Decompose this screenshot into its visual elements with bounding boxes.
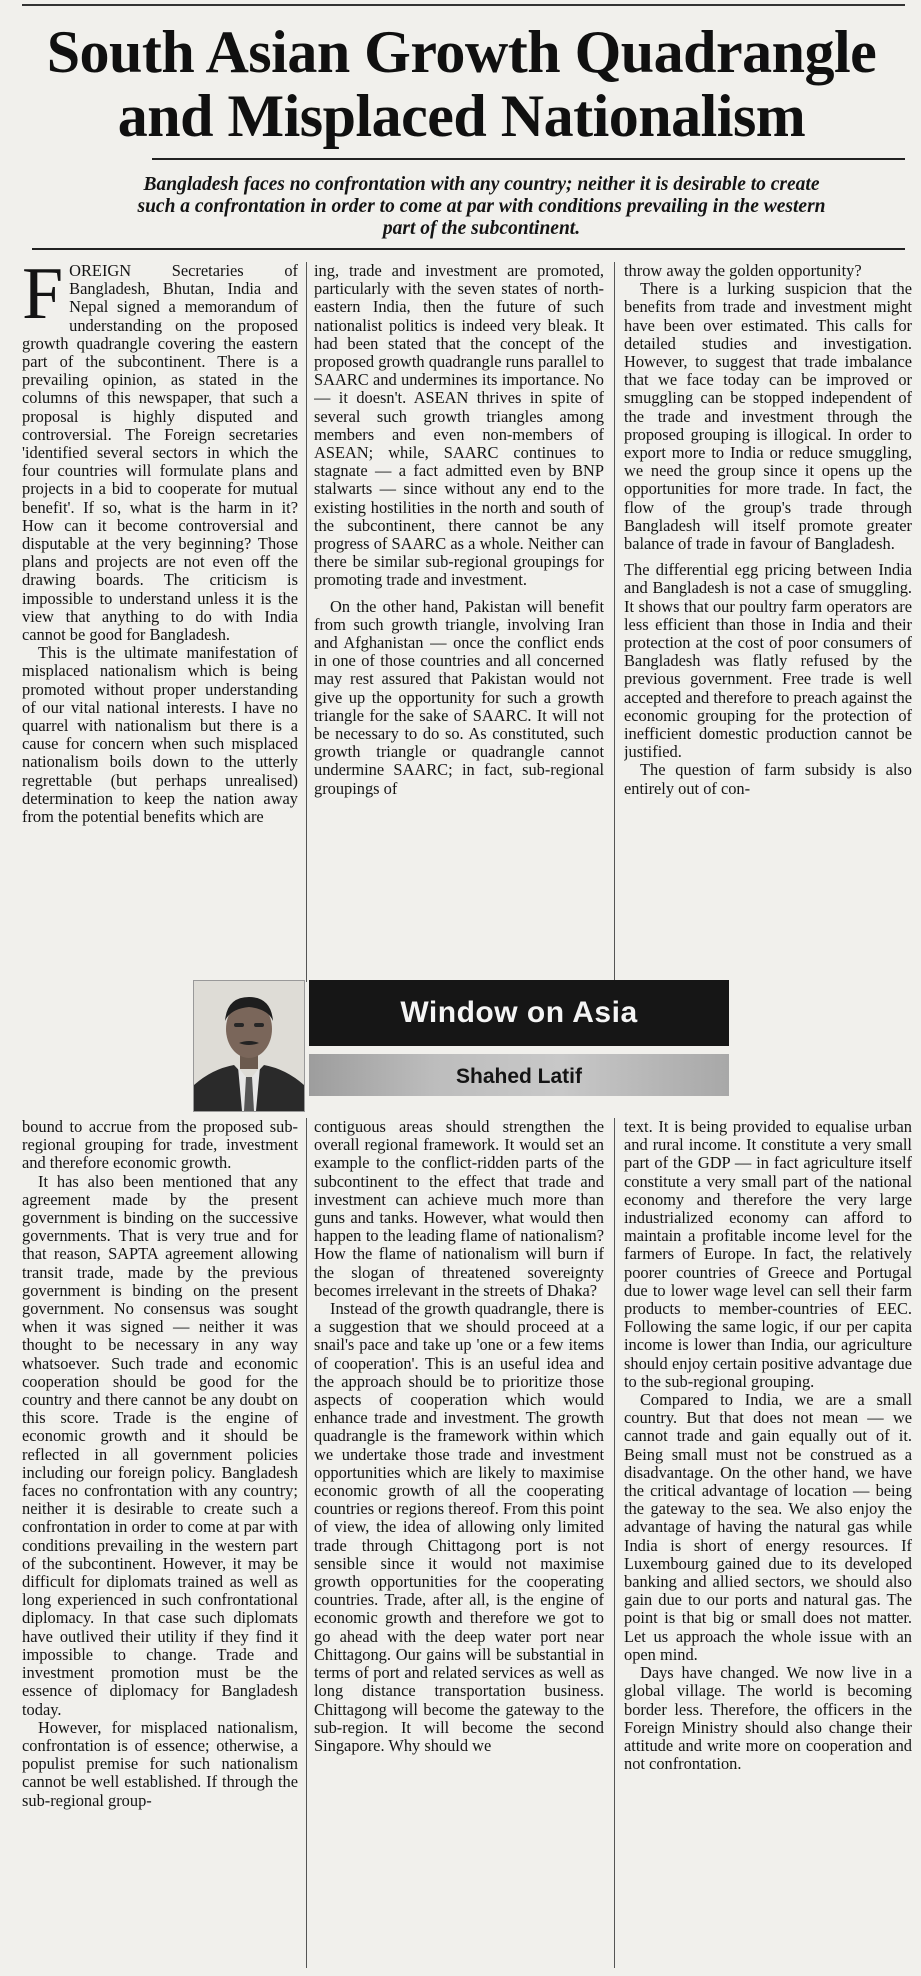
author-name: Shahed Latif <box>309 1054 729 1096</box>
upper-column-2 <box>314 262 604 798</box>
column-divider <box>306 262 307 982</box>
paragraph: Instead of the growth quadrangle, there is a suggestion that we should proceed at a snail's pace and take up 'one or a few items of cooperation'. This is an useful idea and the approach should be to prioritize those aspects of cooperation which would enhance trade and investment. The growth quadrangle is the framework within which we undertake those trade and investment opportunities which are likely to maximise economic growth of all the cooperating countries or regions thereof. From this point of view, the idea of allowing only limited trade through Chittagong port is not sensible since it would not maximise growth opportunities for the cooperating countries. Trade, after all, is the engine of economic growth and therefore we got to go ahead with the deep water port near Chittagong. Our gains will be substantial in terms of port and related services as well as long distance transportation business. Chittagong will become the gateway to the sub-region. It will become the second Singapore. Why should we <box>314 1299 604 1755</box>
upper-column-1 <box>22 262 298 826</box>
lower-columns <box>12 1118 910 1968</box>
paragraph-text: OREIGN Secretaries of Bangladesh, Bhutan, India and Nepal signed a memorandum of understanding on the proposed growth quadrangle covering the eastern part of the subcontinent. There is a prevailing opinion, as stated in the columns of this newspaper, that such a proposal is highly disputed and controversial. The Foreign secretaries 'identified several sectors in which the four countries will formulate plans and projects in a bid to cooperate for mutual benefit'. If so, what is the harm in it? How can it become controversial and disputable at the very beginning? Those plans and projects are not even off the drawing boards. The criticism is impossible to understand unless it is the view that anything to do with India cannot be good for Bangladesh. <box>22 262 298 645</box>
headline <box>12 20 911 148</box>
lower-column-3 <box>624 1118 912 1773</box>
headline-line-1: South Asian Growth Quadrangle <box>46 19 877 85</box>
paragraph: On the other hand, Pakistan will benefit from such growth triangle, involving Iran and Afghanistan — once the conflict ends in one of those countries and all concerned may rest assured that Pakistan would not give up the opportunity for such a growth triangle for the sake of SAARC. It will not be necessary to do so. As constituted, such growth triangle or quadrangle cannot undermine SAARC; in fact, sub-regional groupings of <box>314 596 604 798</box>
paragraph: However, for misplaced nationalism, confrontation is of essence; otherwise, a populist premise for such nationalism cannot be well established. If through the sub-regional group- <box>22 1717 298 1810</box>
column-divider <box>306 1118 307 1968</box>
upper-columns <box>12 262 910 982</box>
paragraph: text. It is being provided to equalise urban and rural income. It constitute a very small part of the GDP — in fact agriculture itself constitute a very small part of the national economy and therefore the very large industrialized economy can afford to maintain a profitable income level for the farmers of Europe. In fact, the relatively poorer countries of Greece and Portugal due to lower wage level can sell their farm products to member-countries of EEC. Following the same logic, if our per capita income is lower than India, our agriculture should enjoy certain positive advantage due to the sub-regional grouping. <box>624 1118 912 1391</box>
upper-column-3 <box>624 262 912 798</box>
paragraph: The question of farm subsidy is also entirely out of con- <box>624 760 912 798</box>
paragraph: It has also been mentioned that any agreement made by the present government is binding on the successive governments. That is very true and for that reason, SAPTA agreement allowing transit trade, made by the previous government is binding on the present government. No consensus was sought when it was signed — neither it was thought to be necessary in any way whatsoever. Such trade and economic cooperation should be good for the country and there cannot be any doubt on this score. Trade is the engine of economic growth and it should be reflected in all government policies including our foreign policy. Bangladesh faces no confrontation with any country; neither it is desirable to create such a confrontation in order to come at par with conditions prevailing in the western part of the subcontinent. However, it may be difficult for diplomats trained as well as long experienced in such confrontational diplomacy. In that case such diplomats have outlived their utility if they find it impossible to change. Trade and investment promotion must be the essence of diplomacy for Bangladesh today. <box>22 1171 298 1719</box>
paragraph: Compared to India, we are a small country. But that does not mean — we cannot trade and gain equally out of it. Being small must not be construed as a disadvantage. On the other hand, we have the critical advantage of location — being the gateway to the sea. We also enjoy the advantage of having the natural gas while India is short of energy resources. If Luxembourg gained due to its developed banking and allied sectors, we should also gain due to our ports and natural gas. The point is that big or small does not matter. Let us approach the whole issue with an open mind. <box>624 1390 912 1664</box>
headline-line-2: and Misplaced Nationalism <box>117 83 806 149</box>
deck-subheading: Bangladesh faces no confrontation with any country; neither it is desirable to create such a confrontation in order to come at par with conditions prevailing in the western part of the subcontinent. <box>137 174 826 239</box>
paragraph: contiguous areas should strengthen the overall regional framework. It would set an example to the conflict-ridden parts of the subcontinent to the effect that trade and investment can achieve much more than guns and tanks. However, what would then happen to the leading flame of nationalism? How the flame of nationalism will burn if the slogan of threatened sovereignty becomes irrelevant in the streets of Dhaka? <box>314 1118 604 1300</box>
lower-column-2 <box>314 1118 604 1755</box>
paragraph: There is a lurking suspicion that the benefits from trade and investment might have been over estimated. This calls for detailed studies and investigation. However, to suggest that trade imbalance that we face today can be improved or smuggling can be stopped independent of the trade and investment through the proposed grouping is illogical. In order to export more to India or reduce smuggling, we need the group since it opens up the opportunities for more trade. In fact, the flow of the group's trade through Bangladesh will itself promote greater balance of trade in favour of Bangladesh. <box>624 279 912 554</box>
paragraph: The differential egg pricing between India and Bangladesh is not a case of smuggling. It shows that our poultry farm operators are less efficient than those in India and their protection at the cost of poor consumers of Bangladesh was flatly refused by the previous government. Free trade is well accepted and therefore to preach against the economic grouping for the protection of inefficient domestic production cannot be justified. <box>624 560 912 762</box>
column-divider <box>614 262 615 982</box>
column-title: Window on Asia <box>309 980 729 1046</box>
lower-column-1 <box>22 1118 298 1810</box>
paragraph: throw away the golden opportunity? <box>624 262 862 280</box>
column-divider <box>614 1118 615 1968</box>
paragraph <box>22 262 298 644</box>
headline-rule <box>152 158 905 160</box>
paragraph: bound to accrue from the proposed sub-regional grouping for trade, investment and therefore economic growth. <box>22 1118 298 1173</box>
deck-rule <box>32 248 905 250</box>
top-border <box>22 4 905 14</box>
column-banner <box>193 980 729 1108</box>
paragraph: ing, trade and investment are promoted, particularly with the seven states of north-eastern India, then the future of such nationalist politics is indeed very bleak. It had been stated that the concept of the proposed growth quadrangle runs parallel to SAARC and undermines its importance. No — it doesn't. ASEAN thrives in spite of several such growth triangles among members and even non-members of ASEAN; while, SAARC continues to stagnate — a fact admitted even by BNP stalwarts — since without any end to the existing hostilities in the north and south of the subcontinent, there cannot be any progress of SAARC as a whole. Neither can there be similar sub-regional groupings for promoting trade and investment. <box>314 262 604 590</box>
drop-cap: F <box>22 262 64 335</box>
paragraph: This is the ultimate manifestation of misplaced nationalism which is being promoted without proper understanding of our vital national interests. I have no quarrel with nationalism but there is a cause for concern when such misplaced nationalism boils down to the utterly regrettable (but perhaps unrealised) determination to keep the nation away from the potential benefits which are <box>22 643 298 827</box>
paragraph: Days have changed. We now live in a global village. The world is becoming border less. Therefore, the officers in the Foreign Ministry should also change their attitude and write more on cooperation and not confrontation. <box>624 1663 912 1774</box>
